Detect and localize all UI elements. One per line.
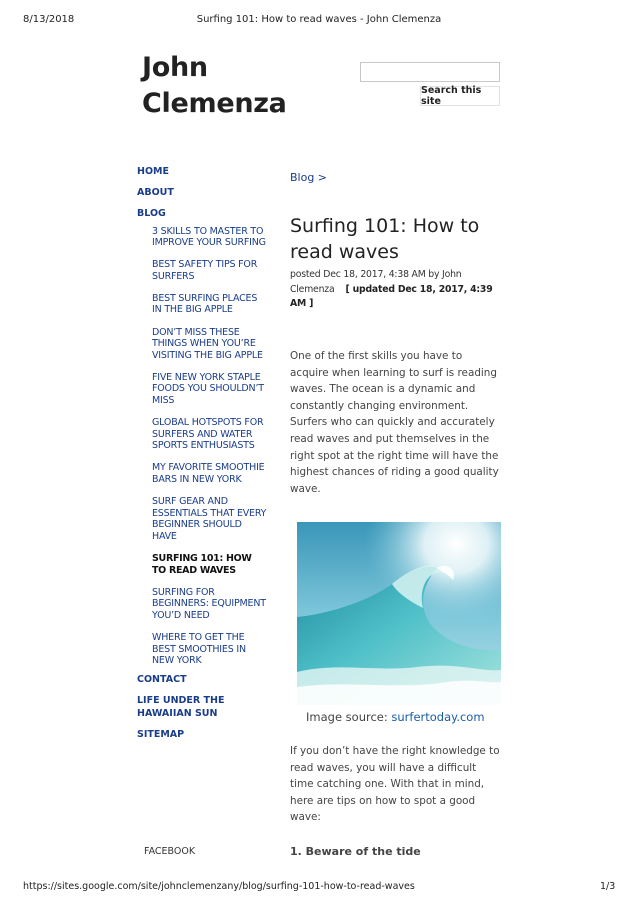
post-meta-updated: [ updated Dec 18, 2017, 4:39 AM ] bbox=[290, 283, 493, 309]
nav-blog-item[interactable]: MY FAVORITE SMOOTHIE BARS IN NEW YORK bbox=[152, 462, 265, 485]
nav-blog-item[interactable]: GLOBAL HOTSPOTS FOR SURFERS AND WATER SPORTS ENTHUSIASTS bbox=[152, 417, 264, 452]
print-page-number: 1/3 bbox=[600, 881, 616, 892]
nav-blog-item[interactable]: 3 SKILLS TO MASTER TO IMPROVE YOUR SURFING bbox=[152, 225, 266, 249]
nav-blog-item[interactable]: SURF GEAR AND ESSENTIALS THAT EVERY BEGINNER SHOULD HAVE bbox=[152, 496, 267, 542]
section-heading: 1. Beware of the tide bbox=[290, 845, 421, 858]
nav-blog-item[interactable]: DON’T MISS THESE THINGS WHEN YOU’RE VISITING THE BIG APPLE bbox=[152, 326, 263, 361]
print-date: 8/13/2018 bbox=[23, 14, 75, 25]
facebook-link[interactable]: FACEBOOK bbox=[144, 846, 196, 857]
search-button[interactable]: Search this site bbox=[420, 86, 500, 106]
page-title: Surfing 101: How to read waves bbox=[290, 215, 480, 263]
site-title-line2: Clemenza bbox=[142, 88, 287, 119]
nav-blog-item[interactable]: FIVE NEW YORK STAPLE FOODS YOU SHOULDN’T MISS bbox=[152, 371, 264, 407]
nav-sitemap[interactable]: SITEMAP bbox=[137, 729, 185, 741]
post-paragraph-2: If you don’t have the right knowledge to read waves, you will have a difficult time catching one. With that in mind, here are tips on how to spot a good wave: bbox=[290, 745, 500, 824]
nav-blog-item[interactable]: SURFING FOR BEGINNERS: EQUIPMENT YOU’D NEED bbox=[152, 586, 266, 621]
wave-image bbox=[297, 522, 501, 705]
post-meta-posted: posted Dec 18, 2017, 4:38 AM by John Clemenza bbox=[290, 269, 462, 295]
site-title-line1: John bbox=[142, 52, 208, 83]
nav-blog[interactable]: BLOG bbox=[137, 208, 166, 219]
print-title: Surfing 101: How to read waves - John Clemenza bbox=[196, 14, 442, 25]
site-title[interactable] bbox=[142, 50, 287, 122]
nav-blog-item[interactable]: BEST SAFETY TIPS FOR SURFERS bbox=[152, 259, 258, 282]
nav-about[interactable]: ABOUT bbox=[137, 187, 174, 198]
nav-home[interactable]: HOME bbox=[137, 166, 169, 177]
search-input[interactable] bbox=[360, 62, 500, 82]
wave-illustration bbox=[297, 522, 501, 705]
sidebar-nav bbox=[137, 166, 267, 750]
breadcrumb[interactable]: Blog > bbox=[290, 171, 328, 184]
nav-blog-item[interactable]: WHERE TO GET THE BEST SMOOTHIES IN NEW YORK bbox=[152, 631, 246, 667]
caption-source-link[interactable]: surfertoday.com bbox=[391, 710, 485, 724]
image-caption bbox=[306, 710, 485, 724]
nav-blog-item-current[interactable]: SURFING 101: HOW TO READ WAVES bbox=[152, 552, 252, 576]
caption-prefix: Image source: bbox=[306, 710, 392, 724]
nav-contact[interactable]: CONTACT bbox=[137, 673, 187, 685]
nav-blog-item[interactable]: BEST SURFING PLACES IN THE BIG APPLE bbox=[152, 292, 258, 316]
nav-life-under-hawaiian-sun[interactable]: LIFE UNDER THE HAWAIIAN SUN bbox=[137, 695, 225, 719]
print-url: https://sites.google.com/site/johnclemenzany/blog/surfing-101-how-to-read-waves bbox=[23, 881, 415, 892]
post-paragraph-1: One of the first skills you have to acquire when learning to surf is reading waves. The ocean is a dynamic and constantly changing environment. Surfers who can quickly and accurately read waves and put themselves in the right spot at the right time will have the highest chances of riding a good quality wave. bbox=[290, 350, 499, 495]
post-meta bbox=[290, 268, 500, 312]
